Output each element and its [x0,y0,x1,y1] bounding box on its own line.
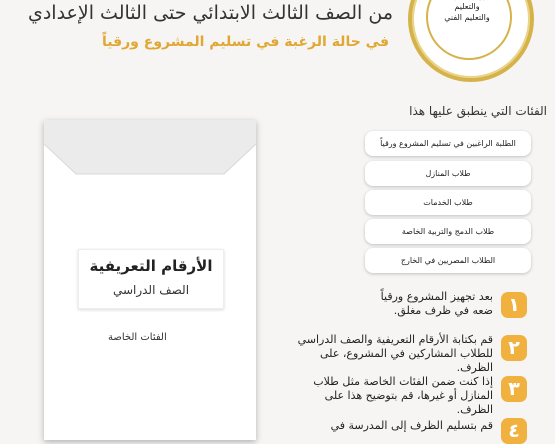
step-text: إذا كنت ضمن الفئات الخاصة مثل طلاب المنازل أو غيرها، قم بتوضيح هذا على الظرف. [313,375,493,416]
envelope-id-card [78,249,224,309]
category-pill: طلاب الدمج والتربية الخاصة [365,219,531,244]
category-pill: طلاب الخدمات [365,190,531,215]
card-subtitle: الصف الدراسي [112,283,190,297]
step-number-badge: ٢ [501,335,527,361]
step-text: قم بكتابة الأرقام التعريفية والصف الدراسي للطلاب المشاركين في المشروع، على الظرف. [297,333,493,374]
step-text: بعد تجهيز المشروع ورقياً ضعه في ظرف مغلق. [380,290,493,317]
card-title: الأرقام التعريفية [89,257,213,275]
category-pill: طلاب المنازل [365,161,531,186]
seal-arabic-text [438,0,496,23]
seal-arabic-line2: والتعليم الفني [444,13,490,22]
step-number-badge: ٣ [501,376,527,402]
step-number-badge: ١ [501,292,527,318]
page-subtitle: في حالة الرغبة في تسليم المشروع ورقياً [101,34,389,50]
page-title: من الصف الثالث الابتدائي حتى الثالث الإعدادي [27,2,393,24]
category-pill: الطلبة الراغبين في تسليم المشروع ورقياً [365,131,531,156]
step-text: قم بتسليم الظرف إلى المدرسة في [330,419,493,432]
seal-arabic-line1: والتعليم [454,2,480,11]
categories-title: الفئات التي ينطبق عليها هذا [409,104,547,118]
envelope-special-label: الفئات الخاصة [108,332,167,343]
category-pill: الطلاب المصريين في الخارج [365,248,531,273]
ministry-seal-logo [408,0,534,82]
step-number-badge: ٤ [501,418,527,444]
